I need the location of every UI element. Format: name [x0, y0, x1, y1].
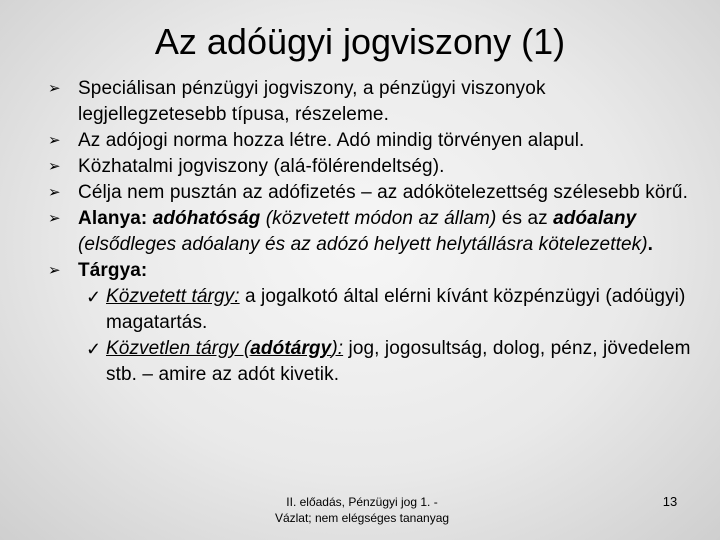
sub-item-text: a jogalkotó által elérni kívánt közpénzügyi (adóügyi) magatartás.: [106, 286, 686, 333]
footer-line: II. előadás, Pénzügyi jog 1. -: [286, 495, 438, 509]
bullet-list: [48, 76, 698, 388]
term-adoalany: adóalany: [553, 208, 637, 229]
sub-item-kozvetlen: [48, 336, 698, 388]
conjunction-text: és az: [496, 208, 554, 229]
period-text: .: [647, 234, 654, 255]
term-adotargy: adótárgy: [250, 338, 332, 359]
arrowhead-icon: ➢: [48, 158, 61, 175]
term-close: ):: [331, 338, 344, 359]
bullet-text: Célja nem pusztán az adófizetés – az adókötelezettség szélesebb körű.: [78, 182, 688, 203]
page-number: 13: [662, 494, 678, 509]
arrowhead-icon: ➢: [48, 262, 61, 279]
bullet-item: [48, 180, 698, 206]
arrowhead-icon: ➢: [48, 184, 61, 201]
bullet-item-targya: [48, 258, 698, 284]
targya-label: Tárgya:: [78, 260, 148, 281]
term-kozvetett-targy: Közvetett tárgy:: [106, 286, 240, 307]
sub-item-text: jog, jogosultság, dolog, pénz, jövedelem stb. – amire az adót kivetik.: [106, 338, 691, 385]
term-adohatosag: adóhatóság: [152, 208, 261, 229]
paren-adoalany: (elsődleges adóalany és az adózó helyett helytállásra kötelezettek): [78, 234, 648, 255]
checkmark-icon: ✓: [86, 339, 102, 359]
term-kozvetlen-targy: Közvetlen tárgy (: [106, 338, 251, 359]
bullet-item: [48, 128, 698, 154]
arrowhead-icon: ➢: [48, 132, 61, 149]
arrowhead-icon: ➢: [48, 210, 61, 227]
bullet-item: [48, 154, 698, 180]
checkmark-icon: ✓: [86, 287, 102, 307]
alanya-label: Alanya:: [78, 208, 153, 229]
bullet-text: Speciálisan pénzügyi jogviszony, a pénzügyi viszonyok legjellegzetesebb típusa, részeleme.: [78, 78, 546, 125]
sub-item-kozvetett: [48, 284, 698, 336]
bullet-text: Közhatalmi jogviszony (alá-fölérendeltség).: [78, 156, 445, 177]
bullet-item: [48, 76, 698, 128]
slide-title: Az adóügyi jogviszony (1): [154, 21, 566, 62]
footer-line: Vázlat; nem elégséges tananyag: [274, 511, 450, 525]
slide-footer: [230, 494, 494, 526]
bullet-item-alanya: [48, 206, 698, 258]
arrowhead-icon: ➢: [48, 80, 61, 97]
paren-allam: (közvetett módon az állam): [260, 208, 497, 229]
bullet-text: Az adójogi norma hozza létre. Adó mindig törvényen alapul.: [78, 130, 585, 151]
